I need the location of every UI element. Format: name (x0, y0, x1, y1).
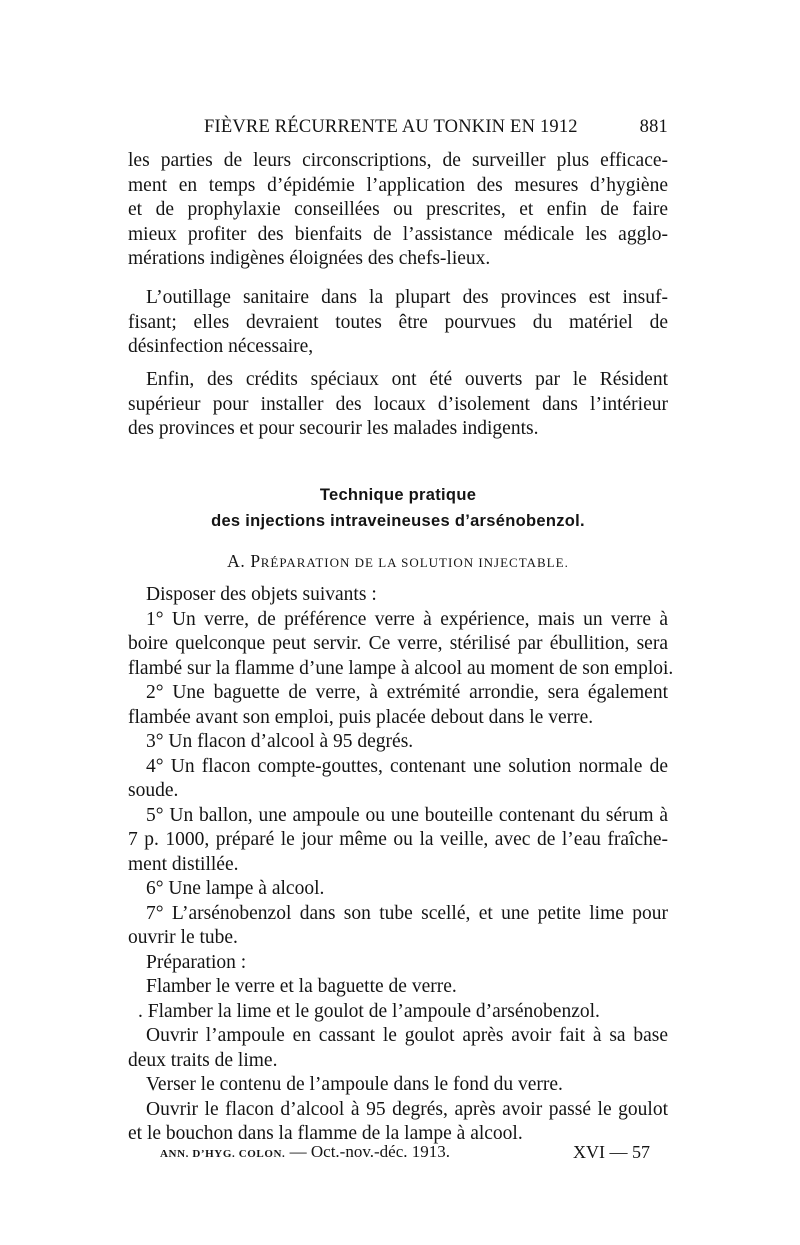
footer-journal: ANN. D’HYG. COLON. (160, 1148, 286, 1160)
footer-date: — Oct.-nov.-déc. 1913. (285, 1142, 450, 1161)
text-line: ment en temps d’épidémie l’application des mesures d’hygiène (128, 174, 668, 196)
text-line: mieux profiter des bienfaits de l’assistance médicale les agglo- (128, 223, 668, 245)
list-item: 5° Un ballon, une ampoule ou une bouteille contenant du sérum à (146, 804, 668, 826)
section-title-line-2: des injections intraveineuses d’arsénobenzol. (211, 512, 585, 530)
list-item: flambée avant son emploi, puis placée debout dans le verre. (128, 706, 594, 728)
list-item: 4° Un flacon compte-gouttes, contenant une solution normale de (146, 755, 668, 777)
footer-citation (160, 1142, 450, 1162)
section-title-line-1: Technique pratique (319, 486, 477, 504)
running-title: FIÈVRE RÉCURRENTE AU TONKIN EN 1912 (204, 117, 578, 137)
list-item: 7 p. 1000, préparé le jour même ou la veille, avec de l’eau fraîche- (128, 829, 668, 850)
preparation-step: Ouvrir le flacon d’alcool à 95 degrés, après avoir passé le goulot (146, 1098, 668, 1120)
paragraph-1 (128, 149, 668, 272)
subsection-letter: A. P (227, 551, 261, 571)
page-footer (160, 1142, 650, 1170)
text-line: et de prophylaxie conseillées ou prescrites, et enfin de faire (128, 199, 668, 220)
text-line: mérations indigènes éloignées des chefs-lieux. (128, 248, 491, 269)
list-item: 6° Une lampe à alcool. (146, 878, 325, 899)
list-item: 3° Un flacon d’alcool à 95 degrés. (146, 731, 414, 752)
preparation-step: deux traits de lime. (128, 1049, 278, 1071)
text-line: les parties de leurs circonscriptions, de surveiller plus efficace- (128, 150, 668, 171)
text-line: désinfection nécessaire, (128, 336, 314, 357)
paragraph-2 (128, 286, 668, 360)
page-number: 881 (639, 117, 668, 137)
text-line: supérieur pour installer des locaux d’isolement dans l’intérieur (128, 393, 668, 415)
preparation-step: Verser le contenu de l’ampoule dans le fond du verre. (146, 1074, 563, 1095)
list-item: soude. (128, 780, 179, 801)
preparation-step: . Flamber la lime et le goulot de l’ampoule d’arsénobenzol. (138, 1000, 600, 1022)
list-item: ouvrir le tube. (128, 927, 238, 948)
text-line: L’outillage sanitaire dans la plupart des provinces est insuf- (146, 287, 668, 308)
subsection-text: RÉPARATION DE LA SOLUTION INJECTABLE. (260, 555, 569, 570)
paragraph-3 (128, 368, 668, 442)
text-line: fisant; elles devraient toutes être pourvues du matériel de (128, 311, 668, 333)
list-item: 1° Un verre, de préférence verre à expérience, mais un verre à (146, 608, 668, 630)
list-item: 7° L’arsénobenzol dans son tube scellé, et une petite lime pour (146, 902, 668, 924)
preparation-step: et le bouchon dans la flamme de la lampe à alcool. (128, 1123, 523, 1144)
text-line: des provinces et pour secourir les malades indigents. (128, 418, 539, 439)
text-line: Enfin, des crédits spéciaux ont été ouverts par le Résident (146, 369, 668, 390)
list-block (128, 583, 674, 1147)
list-item: 2° Une baguette de verre, à extrémité arrondie, sera également (146, 682, 668, 703)
footer-signature: XVI — 57 (573, 1142, 650, 1162)
section-title (128, 482, 668, 534)
list-item: boire quelconque peut servir. Ce verre, stérilisé par ébullition, sera (128, 633, 668, 654)
list-item: flambé sur la flamme d’une lampe à alcool au moment de son emploi. (128, 657, 674, 679)
preparation-step: Ouvrir l’ampoule en cassant le goulot après avoir fait à sa base (146, 1025, 668, 1046)
running-head (128, 117, 668, 143)
subsection-heading (128, 551, 668, 572)
list-intro: Disposer des objets suivants : (146, 584, 377, 605)
preparation-heading: Préparation : (146, 951, 247, 973)
preparation-step: Flamber le verre et la baguette de verre. (146, 976, 457, 997)
list-item: ment distillée. (128, 853, 239, 875)
